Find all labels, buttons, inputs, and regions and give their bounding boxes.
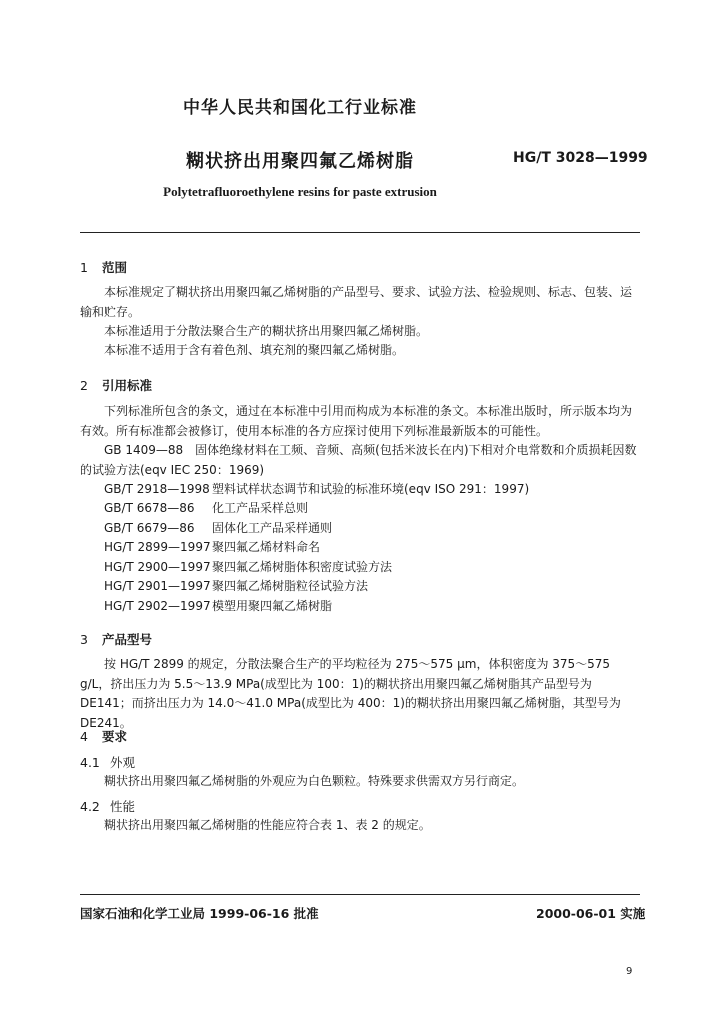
reference-title: 固体化工产品采样通则 [212, 521, 333, 535]
section-4-number: 4 [80, 729, 88, 744]
section-4-2-body: 糊状挤出用聚四氟乙烯树脂的性能应符合表 1、表 2 的规定。 [104, 818, 431, 832]
section-4-heading [80, 727, 127, 745]
section-3-body: 按 HG/T 2899 的规定，分散法聚合生产的平均粒径为 275～575 μm，体积密度为 375～575 g/L，挤出压力为 5.5～13.9 MPa(成型比为 100：1)的糊状挤出用聚四氟乙烯树脂其产品型号为 DE141；而挤出压力为 14.0～41.0 MPa(成型比为 400：1)的糊状挤出用聚四氟乙烯树脂，其型号为 DE241。 [80, 657, 621, 730]
reference-title: 聚四氟乙烯材料命名 [212, 540, 321, 554]
section-1-paragraph-1: 本标准规定了糊状挤出用聚四氟乙烯树脂的产品型号、要求、试验方法、检验规则、标志、包装、运输和贮存。 [80, 285, 633, 319]
section-1-paragraph-3: 本标准不适用于含有着色剂、填充剂的聚四氟乙烯树脂。 [104, 343, 405, 357]
reference-code: GB/T 6679—86 [104, 521, 195, 535]
reference-item [104, 499, 308, 516]
section-2-intro: 下列标准所包含的条文，通过在本标准中引用而构成为本标准的条文。本标准出版时，所示版本均为有效。所有标准都会被修订，使用本标准的各方应探讨使用下列标准最新版本的可能性。 [80, 404, 633, 438]
section-3-title: 产品型号 [102, 632, 153, 647]
reference-code: HG/T 2901—1997 [104, 579, 211, 593]
section-4-2-number: 4.2 [80, 799, 100, 814]
reference-item [104, 538, 320, 555]
standard-title-english: Polytetrafluoroethylene resins for paste extrusion [163, 184, 437, 199]
reference-item [104, 597, 332, 614]
page-number: 9 [626, 966, 633, 977]
reference-code: HG/T 2900—1997 [104, 560, 211, 574]
footer-rule [80, 894, 640, 895]
reference-title: 聚四氟乙烯树脂体积密度试验方法 [212, 560, 393, 574]
reference-title: 化工产品采样总则 [212, 501, 309, 515]
standard-title: 糊状挤出用聚四氟乙烯树脂 [186, 151, 414, 172]
reference-item [104, 480, 529, 497]
reference-title: 聚四氟乙烯树脂粒径试验方法 [212, 579, 369, 593]
section-4-1-heading [80, 753, 135, 771]
section-1-heading [80, 258, 127, 276]
section-4-1-body: 糊状挤出用聚四氟乙烯树脂的外观应为白色颗粒。特殊要求供需双方另行商定。 [104, 774, 525, 788]
reference-code: HG/T 2899—1997 [104, 540, 211, 554]
section-2-heading [80, 376, 152, 394]
reference-title: 模塑用聚四氟乙烯树脂 [212, 599, 333, 613]
header-rule [80, 232, 640, 233]
reference-code: HG/T 2902—1997 [104, 599, 211, 613]
reference-code: GB/T 6678—86 [104, 501, 195, 515]
issuing-authority: 中华人民共和国化工行业标准 [183, 98, 417, 118]
approval-date: 国家石油和化学工业局 1999-06-16 批准 [80, 906, 319, 921]
section-4-2-heading [80, 797, 135, 815]
standard-code: HG/T 3028—1999 [513, 150, 648, 166]
section-2-title: 引用标准 [102, 378, 153, 393]
effective-date: 2000-06-01 实施 [536, 906, 646, 921]
section-4-1-number: 4.1 [80, 755, 100, 770]
section-4-1-title: 外观 [110, 755, 136, 770]
section-1-number: 1 [80, 260, 88, 275]
reference-item [104, 577, 368, 594]
reference-gb1409: GB 1409—88 固体绝缘材料在工频、音频、高频(包括米波长在内)下相对介电常数和介质损耗因数的试验方法(eqv IEC 250：1969) [80, 443, 637, 477]
reference-item [104, 558, 392, 575]
section-4-2-title: 性能 [110, 799, 136, 814]
section-4-title: 要求 [102, 729, 128, 744]
section-1-paragraph-2: 本标准适用于分散法聚合生产的糊状挤出用聚四氟乙烯树脂。 [104, 324, 429, 338]
reference-item [104, 519, 332, 536]
section-1-title: 范围 [102, 260, 128, 275]
section-3-heading [80, 630, 152, 648]
reference-title: 塑料试样状态调节和试验的标准环境(eqv ISO 291：1997) [212, 482, 530, 496]
section-3-number: 3 [80, 632, 88, 647]
section-2-number: 2 [80, 378, 88, 393]
reference-code: GB/T 2918—1998 [104, 482, 210, 496]
